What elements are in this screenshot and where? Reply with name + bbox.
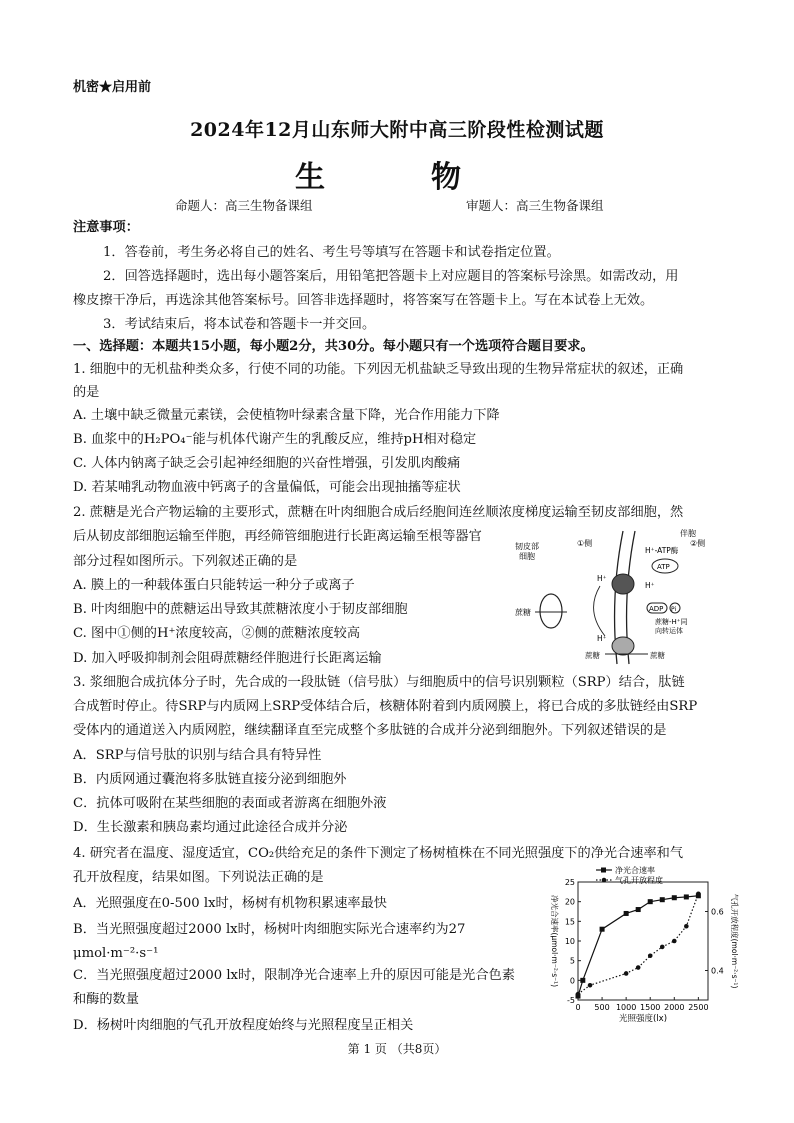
data-point-net (624, 911, 629, 916)
section-heading: 一、选择题：本题共15小题，每小题2分，共30分。每小题只有一个选项符合题目要求。 (73, 339, 594, 354)
y2-axis-label: 气孔开放程度(mol·m⁻²·s⁻¹) (730, 893, 739, 989)
label-pi: Pi (671, 606, 677, 613)
data-point-stomata (672, 939, 677, 944)
data-point-stomata (648, 953, 653, 958)
q3-stem-cont2: 受体内的通道送入内质网腔，继续翻译直至完成整个多肽链的合成并分泌到细胞外。下列叙述错误的是 (73, 723, 667, 738)
q3-option-c: C．抗体可吸附在某些细胞的表面或者游离在细胞外液 (73, 796, 387, 811)
y-tick-label: -5 (567, 996, 575, 1005)
y-axis-label: 净光合速率(μmol·m⁻²·s⁻¹) (550, 894, 559, 988)
q1-option-b: B. 血浆中的H₂PO₄⁻能与机体代谢产生的乳酸反应，维持pH相对稳定 (73, 432, 477, 447)
label-h-atpase: H⁺-ATP酶 (645, 546, 679, 555)
y2-tick-label: 0.6 (711, 907, 724, 917)
data-point-net (672, 895, 677, 900)
data-point-net (580, 978, 585, 983)
data-point-stomata (660, 945, 665, 950)
q4-option-c: C．当光照强度超过2000 lx时，限制净光合速率上升的原因可能是光合色素 (73, 968, 515, 983)
legend-marker-stomata (602, 878, 607, 883)
q2-option-b: B. 叶肉细胞中的蔗糖运出导致其蔗糖浓度小于韧皮部细胞 (73, 602, 408, 617)
legend-label-net: 净光合速率 (615, 866, 655, 875)
label-h-bottom: H⁺ (597, 634, 607, 643)
data-point-stomata (588, 983, 593, 988)
reviewer: 审题人：高三生物备课组 (466, 198, 604, 213)
note-1: 1．答卷前，考生务必将自己的姓名、考生号等填写在答题卡和试卷指定位置。 (103, 245, 560, 260)
label-h-left: H⁺ (597, 574, 607, 583)
confidential-mark: 机密★启用前 (73, 80, 152, 95)
page-footer: 第 1 页 （共8页） (347, 1042, 447, 1056)
q3-option-a: A．SRP与信号肽的识别与结合具有特异性 (73, 748, 322, 763)
label-cotransporter-2: 向转运体 (655, 627, 683, 635)
label-sucrose-left: 蔗糖 (515, 608, 531, 617)
q3-stem-cont: 合成暂时停止。待SRP与内质网上SRP受体结合后，核糖体附着到内质网膜上，将已合成的多肽链经由SRP (73, 699, 698, 714)
proposer: 命题人：高三生物备课组 (175, 198, 313, 213)
exam-title: 2024年12月山东师大附中高三阶段性检测试题 (190, 119, 604, 141)
label-cell: 细胞 (519, 552, 535, 561)
data-point-net (684, 894, 689, 899)
label-cotransporter-1: 蔗糖-H⁺同 (655, 618, 688, 626)
q4-option-b: B．当光照强度超过2000 lx时，杨树叶肉细胞实际光合速率约为27 (73, 922, 466, 937)
y-tick-label: 15 (564, 917, 575, 927)
data-point-stomata (684, 924, 689, 929)
q2-stem: 2. 蔗糖是光合产物运输的主要形式，蔗糖在叶肉细胞合成后经胞间连丝顺浓度梯度运输至韧皮部细胞，然 (73, 505, 684, 520)
label-atp: ATP (657, 563, 670, 571)
y-tick-label: 5 (569, 956, 575, 966)
label-sucrose-bottom-right: 蔗糖 (650, 651, 665, 660)
x-tick-label: 500 (594, 1003, 610, 1012)
y-tick-label: 20 (564, 897, 575, 907)
y-tick-label: 10 (564, 937, 575, 946)
sucrose-transport-figure (505, 526, 730, 666)
label-side-1: ①侧 (577, 539, 593, 548)
note-3: 3．考试结束后，将本试卷和答题卡一并交回。 (103, 317, 376, 332)
q4-option-a: A．光照强度在0-500 lx时，杨树有机物积累速率最快 (73, 896, 387, 911)
h-return-arrow (594, 586, 605, 636)
q4-stem: 4. 研究者在温度、湿度适宜，CO₂供给充足的条件下测定了杨树植株在不同光照强度下的净光合速率和气 (73, 846, 684, 861)
y2-tick-label: 0.4 (711, 966, 724, 976)
data-point-net (660, 897, 665, 902)
data-point-net (600, 927, 605, 932)
label-side-2: ②侧 (690, 539, 706, 548)
q4-option-b-cont: μmol·m⁻²·s⁻¹ (73, 946, 159, 961)
legend-label-stomata: 气孔开放程度 (615, 876, 663, 885)
data-point-net (636, 907, 641, 912)
x-tick-label: 2500 (688, 1003, 709, 1012)
q1-option-a: A. 土壤中缺乏微量元素镁，会使植物叶绿素含量下降，光合作用能力下降 (73, 408, 500, 423)
q1-stem: 1. 细胞中的无机盐种类众多，行使不同的功能。下列因无机盐缺乏导致出现的生物异常症状的叙述，正确 (73, 362, 684, 377)
y-tick-label: 0 (569, 976, 575, 986)
q2-option-a: A. 膜上的一种载体蛋白只能转运一种分子或离子 (73, 578, 355, 593)
cotransporter-protein (612, 637, 634, 655)
label-phloem: 韧皮部 (515, 542, 539, 551)
q4-stem-cont: 孔开放程度，结果如图。下列说法正确的是 (73, 870, 324, 885)
x-tick-label: 2000 (664, 1003, 685, 1012)
h-atpase-protein (612, 574, 634, 594)
label-adp: ADP (649, 605, 664, 613)
q3-option-d: D．生长激素和胰岛素均通过此途径合成并分泌 (73, 820, 348, 835)
y-tick-label: 25 (564, 878, 575, 887)
q2-option-d: D. 加入呼吸抑制剂会阻碍蔗糖经伴胞进行长距离运输 (73, 651, 382, 666)
legend-marker-net (601, 868, 606, 873)
q1-option-c: C. 人体内钠离子缺乏会引起神经细胞的兴奋性增强，引发肌肉酸痛 (73, 456, 461, 471)
data-point-stomata (624, 971, 629, 976)
note-2a: 2．回答选择题时，选出每小题答案后，用铅笔把答题卡上对应题目的答案标号涂黑。如需改动，用 (103, 269, 679, 284)
note-2b: 橡皮擦干净后，再选涂其他答案标号。回答非选择题时，将答案写在答题卡上。写在本试卷上无效。 (73, 293, 654, 308)
x-tick-label: 1000 (615, 1003, 637, 1012)
photosynthesis-chart (540, 862, 740, 1037)
data-point-stomata (636, 965, 641, 970)
x-tick-label: 0 (575, 1003, 581, 1012)
label-companion-cell: 伴胞 (680, 529, 696, 538)
x-tick-label: 1500 (640, 1003, 661, 1012)
q1-option-d: D. 若某哺乳动物血液中钙离子的含量偏低，可能会出现抽搐等症状 (73, 480, 461, 495)
notes-heading: 注意事项： (73, 220, 139, 235)
x-axis-label: 光照强度(lx) (618, 1014, 668, 1024)
q4-option-d: D．杨树叶肉细胞的气孔开放程度始终与光照程度呈正相关 (73, 1018, 414, 1033)
data-point-stomata (576, 992, 581, 997)
q3-stem: 3. 浆细胞合成抗体分子时，先合成的一段肽链（信号肽）与细胞质中的信号识别颗粒（SRP）结合，肽链 (73, 675, 685, 690)
q3-option-b: B．内质网通过囊泡将多肽链直接分泌到细胞外 (73, 772, 347, 787)
label-sucrose-bottom-left: 蔗糖 (585, 651, 600, 660)
data-point-net (648, 899, 653, 904)
label-h-right: H⁺ (645, 581, 655, 590)
q2-stem-cont2: 部分过程如图所示。下列叙述正确的是 (73, 554, 298, 569)
data-point-stomata (696, 892, 701, 897)
q2-option-c: C. 图中①侧的H⁺浓度较高，②侧的蔗糖浓度较高 (73, 626, 361, 641)
subject-title: 生 物 (295, 160, 499, 195)
q4-option-c-cont: 和酶的数量 (73, 992, 139, 1007)
q1-stem-cont: 的是 (73, 385, 100, 400)
q2-stem-cont: 后从韧皮部细胞运输至伴胞，再经筛管细胞进行长距离运输至根等器官 (73, 529, 482, 544)
plasmodesma (540, 594, 562, 628)
